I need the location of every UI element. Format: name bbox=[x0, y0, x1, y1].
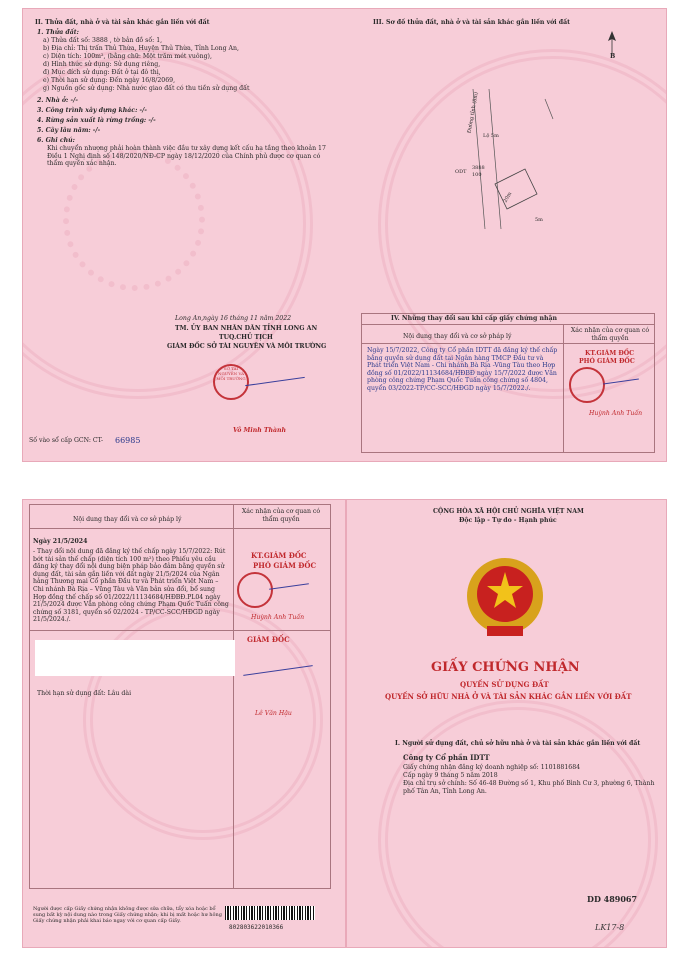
drum-pattern-inner bbox=[63, 149, 205, 291]
nation-title: CỘNG HÒA XÃ HỘI CHỦ NGHĨA VIỆT NAM bbox=[433, 508, 584, 515]
owner-line-1: Giấy chứng nhận đăng ký doanh nghiệp số: 1101881684 bbox=[403, 764, 581, 771]
confirm-director-label: GIÁM ĐỐC bbox=[247, 635, 290, 644]
col-content-header: Nội dung thay đổi và cơ sở pháp lý bbox=[403, 333, 512, 340]
page-fold bbox=[345, 500, 347, 947]
col-content-header: Nội dung thay đổi và cơ sở pháp lý bbox=[73, 516, 182, 523]
forest-line: 4. Rừng sản xuất là rừng trồng: -/- bbox=[37, 117, 156, 124]
confirm-seal-stamp bbox=[569, 367, 605, 403]
owner-line-4: phố Tân An, Tỉnh Long An. bbox=[403, 788, 487, 795]
north-arrow-icon bbox=[607, 31, 617, 55]
owner-name: Công ty Cổ phần IDTT bbox=[403, 753, 490, 762]
certificate-title: GIẤY CHỨNG NHẬN bbox=[431, 660, 580, 675]
confirm-deputy-label: PHÓ GIÁM ĐỐC bbox=[579, 358, 635, 365]
map-label-dim-side: 20m bbox=[502, 191, 514, 204]
north-arrow-label: B bbox=[610, 53, 616, 60]
land-line-b: b) Địa chỉ: Thị trấn Thủ Thừa, Huyện Thủ Thừa, Tỉnh Long An, bbox=[43, 45, 239, 52]
table-divider bbox=[361, 324, 654, 325]
confirm-kt-label: KT.GIÁM ĐỐC bbox=[251, 551, 307, 560]
land-line-g: g) Nguồn gốc sử dụng: Nhà nước giao đất có thu tiền sử dụng đất bbox=[43, 85, 250, 92]
confirm-deputy-label: PHÓ GIÁM ĐỐC bbox=[253, 561, 317, 570]
official-seal-stamp: SỞ TÀI NGUYÊN VÀ MÔI TRƯỜNG bbox=[213, 364, 249, 400]
motto: Độc lập - Tự do - Hạnh phúc bbox=[459, 517, 557, 524]
parcel-outline bbox=[495, 169, 537, 209]
house-line: 2. Nhà ở: -/- bbox=[37, 97, 78, 104]
land-term-label: Thời hạn sử dụng đất: Lâu dài bbox=[37, 690, 132, 697]
land-line-c: c) Diện tích: 100m², (bằng chữ: Một trăm mét vuông), bbox=[43, 53, 212, 60]
national-emblem-icon bbox=[463, 556, 547, 642]
table-header-divider bbox=[361, 343, 654, 344]
barcode bbox=[225, 906, 315, 920]
north-arrow-stem bbox=[545, 99, 553, 119]
map-label-dim-road: 5m bbox=[535, 217, 543, 223]
certificate-top-sheet bbox=[22, 8, 667, 462]
issuer-line-3: GIÁM ĐỐC SỞ TÀI NGUYÊN VÀ MÔI TRƯỜNG bbox=[167, 343, 327, 350]
director-signer: Lê Văn Hậu bbox=[255, 710, 292, 717]
road-edge-line-2 bbox=[489, 89, 501, 229]
director-signature bbox=[245, 377, 305, 386]
confirm-signer: Huỳnh Anh Tuấn bbox=[589, 410, 643, 417]
issuer-line-1: TM. ỦY BAN NHÂN DÂN TỈNH LONG AN bbox=[175, 325, 318, 332]
change-entry-text: - Thay đổi nội dung đã đăng ký thế chấp ngày 15/7/2022: Rút bớt tài sản thế chấp (diện tích 100 m²) theo Phiếu yêu cầu đăng ký thay đổi nội dung biện pháp bảo đảm bằng quyền sử dụng đất, tài sản gắn liền với đất ngày 21/5/2024 của Ngân hàng Thương mại Cổ phần Đầu tư và Phát triển Việt Nam – Chi nhánh Bà Rịa – Vũng Tàu và Văn bản sửa đổi, bổ sung Hợp đồng thế chấp số 01/2022/11134684/HĐBĐ.PL04 ngày 21/5/2024 được Văn phòng công chứng Phạm Quốc Tuấn công chứng số 3181, quyển số 02/2024 - TP/CC-SCC/HĐGD ngày 21/5/2024./. bbox=[33, 548, 229, 624]
row-divider bbox=[29, 630, 330, 631]
issue-place: Long An, bbox=[175, 315, 204, 322]
change-date: Ngày 21/5/2024 bbox=[33, 538, 88, 545]
footer-warning: Người được cấp Giấy chứng nhận không được sửa chữa, tẩy xóa hoặc bổ sung bất kỳ nội dung nào trong Giấy chứng nhận; khi bị mất hoặc hư hỏng Giấy chứng nhận phải khai báo ngay với cơ quan cấp Giấy. bbox=[33, 906, 222, 924]
confirm-seal-stamp bbox=[237, 572, 273, 608]
certificate-subtitle-2: QUYỀN SỞ HỮU NHÀ Ở VÀ TÀI SẢN KHÁC GẮN LIỀN VỚI ĐẤT bbox=[385, 692, 632, 701]
notes-text: Khi chuyển nhượng phải hoàn thành việc đầu tư xây dựng kết cấu hạ tầng theo khoản 17 Điều 1 Nghị định số 148/2020/NĐ-CP ngày 18/12/2020 của Chính phủ được cơ quan có thẩm quyền xác nhận. bbox=[47, 145, 326, 168]
signer-name: Võ Minh Thành bbox=[233, 427, 286, 434]
land-line-a: a) Thửa đất số: 3888 , tờ bản đồ số: 1, bbox=[43, 37, 163, 44]
map-label-area: 100 bbox=[472, 172, 482, 178]
serial-value: 66985 bbox=[115, 436, 141, 445]
confirm-kt-label: KT.GIÁM ĐỐC bbox=[585, 350, 635, 357]
owner-heading: I. Người sử dụng đất, chủ sở hữu nhà ở và tài sản khác gắn liền với đất bbox=[395, 740, 641, 747]
owner-line-2: Cấp ngày 9 tháng 5 năm 2018 bbox=[403, 772, 498, 779]
section-2-title: II. Thửa đất, nhà ở và tài sản khác gắn liền với đất bbox=[35, 19, 210, 26]
land-heading: 1. Thửa đất: bbox=[37, 29, 79, 36]
section-3-title: III. Sơ đồ thửa đất, nhà ở và tài sản khác gắn liền với đất bbox=[373, 19, 571, 26]
map-label-road: Đường tỉnh (8m) bbox=[466, 91, 480, 134]
parcel-sketch bbox=[433, 89, 593, 239]
redacted-area bbox=[35, 640, 235, 676]
certificate-number: DD 489067 bbox=[587, 894, 638, 904]
col-confirm-header: Xác nhận của cơ quan có thẩm quyền bbox=[241, 508, 321, 523]
issuer-line-2: TUQ.CHỦ TỊCH bbox=[219, 334, 273, 341]
land-line-d: d) Hình thức sử dụng: Sử dụng riêng, bbox=[43, 61, 161, 68]
notes-heading: 6. Ghi chú: bbox=[37, 137, 75, 144]
handwritten-code: LK17-8 bbox=[595, 923, 625, 932]
barcode-number: 802803622010366 bbox=[229, 924, 284, 931]
owner-line-3: Địa chỉ trụ sở chính: Số 46-48 Đường số 1, Khu phố Bình Cư 3, phường 6, Thành bbox=[403, 780, 655, 787]
col-confirm-header: Xác nhận của cơ quan có thẩm quyền bbox=[570, 327, 650, 342]
drum-pattern-right bbox=[378, 700, 658, 948]
perennial-line: 5. Cây lâu năm: -/- bbox=[37, 127, 101, 134]
serial-label: Số vào sổ cấp GCN: CT- bbox=[29, 437, 104, 444]
certificate-bottom-sheet bbox=[22, 499, 667, 948]
map-label-odt: ODT bbox=[455, 169, 467, 175]
table-header-divider bbox=[29, 528, 330, 529]
construction-line: 3. Công trình xây dựng khác: -/- bbox=[37, 107, 147, 114]
certificate-subtitle-1: QUYỀN SỬ DỤNG ĐẤT bbox=[460, 680, 549, 689]
table-col-divider bbox=[233, 504, 234, 888]
change-entry-text: Ngày 15/7/2022, Công ty Cổ phần IDTT đã đăng ký thế chấp bằng quyền sử dụng đất tại Ngân hàng TMCP Đầu tư và Phát triển Việt Nam - Chi nhánh Bà Rịa -Vũng Tàu theo Hợp đồng số 01/2022/11134684/HĐBĐ ngày 15/7/2022 được Văn phòng công chứng Phạm Quốc Tuấn công chứng số 4804, quyển 03/2022-TP/CC-SCC/HĐGD ngày 15/7/2022./. bbox=[367, 347, 558, 392]
land-line-dd: đ) Mục đích sử dụng: Đất ở tại đô thị, bbox=[43, 69, 161, 76]
land-line-e: e) Thời hạn sử dụng: Đến ngày 16/8/2069, bbox=[43, 77, 176, 84]
section-4-title: IV. Những thay đổi sau khi cấp giấy chứng nhận bbox=[391, 315, 558, 322]
issue-date: ngày 16 tháng 11 năm 2022 bbox=[203, 315, 292, 322]
confirm-signer: Huỳnh Anh Tuấn bbox=[251, 614, 305, 621]
map-label-clear: Lộ 5m bbox=[483, 133, 499, 139]
map-label-parcel-no: 3888 bbox=[472, 165, 485, 171]
